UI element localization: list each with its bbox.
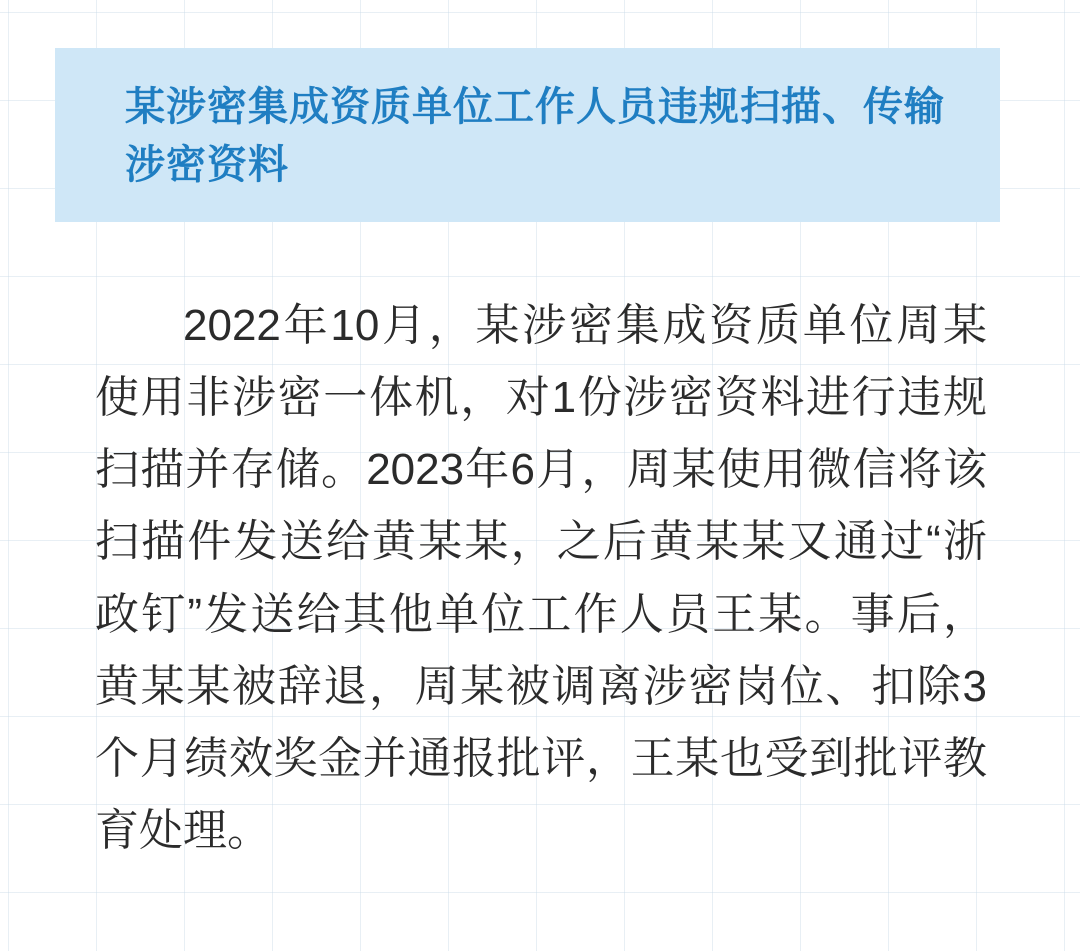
body-container bbox=[95, 290, 987, 867]
title-banner bbox=[55, 48, 1000, 222]
body-paragraph: 2022年10月，某涉密集成资质单位周某使用非涉密一体机，对1份涉密资料进行违规扫描并存储。2023年6月，周某使用微信将该扫描件发送给黄某某，之后黄某某又通过“浙政钉”发送给其他单位工作人员王某。事后，黄某某被辞退，周某被调离涉密岗位、扣除3个月绩效奖金并通报批评，王某也受到批评教育处理。 bbox=[95, 301, 987, 856]
page-title: 某涉密集成资质单位工作人员违规扫描、传输涉密资料 bbox=[125, 85, 945, 187]
